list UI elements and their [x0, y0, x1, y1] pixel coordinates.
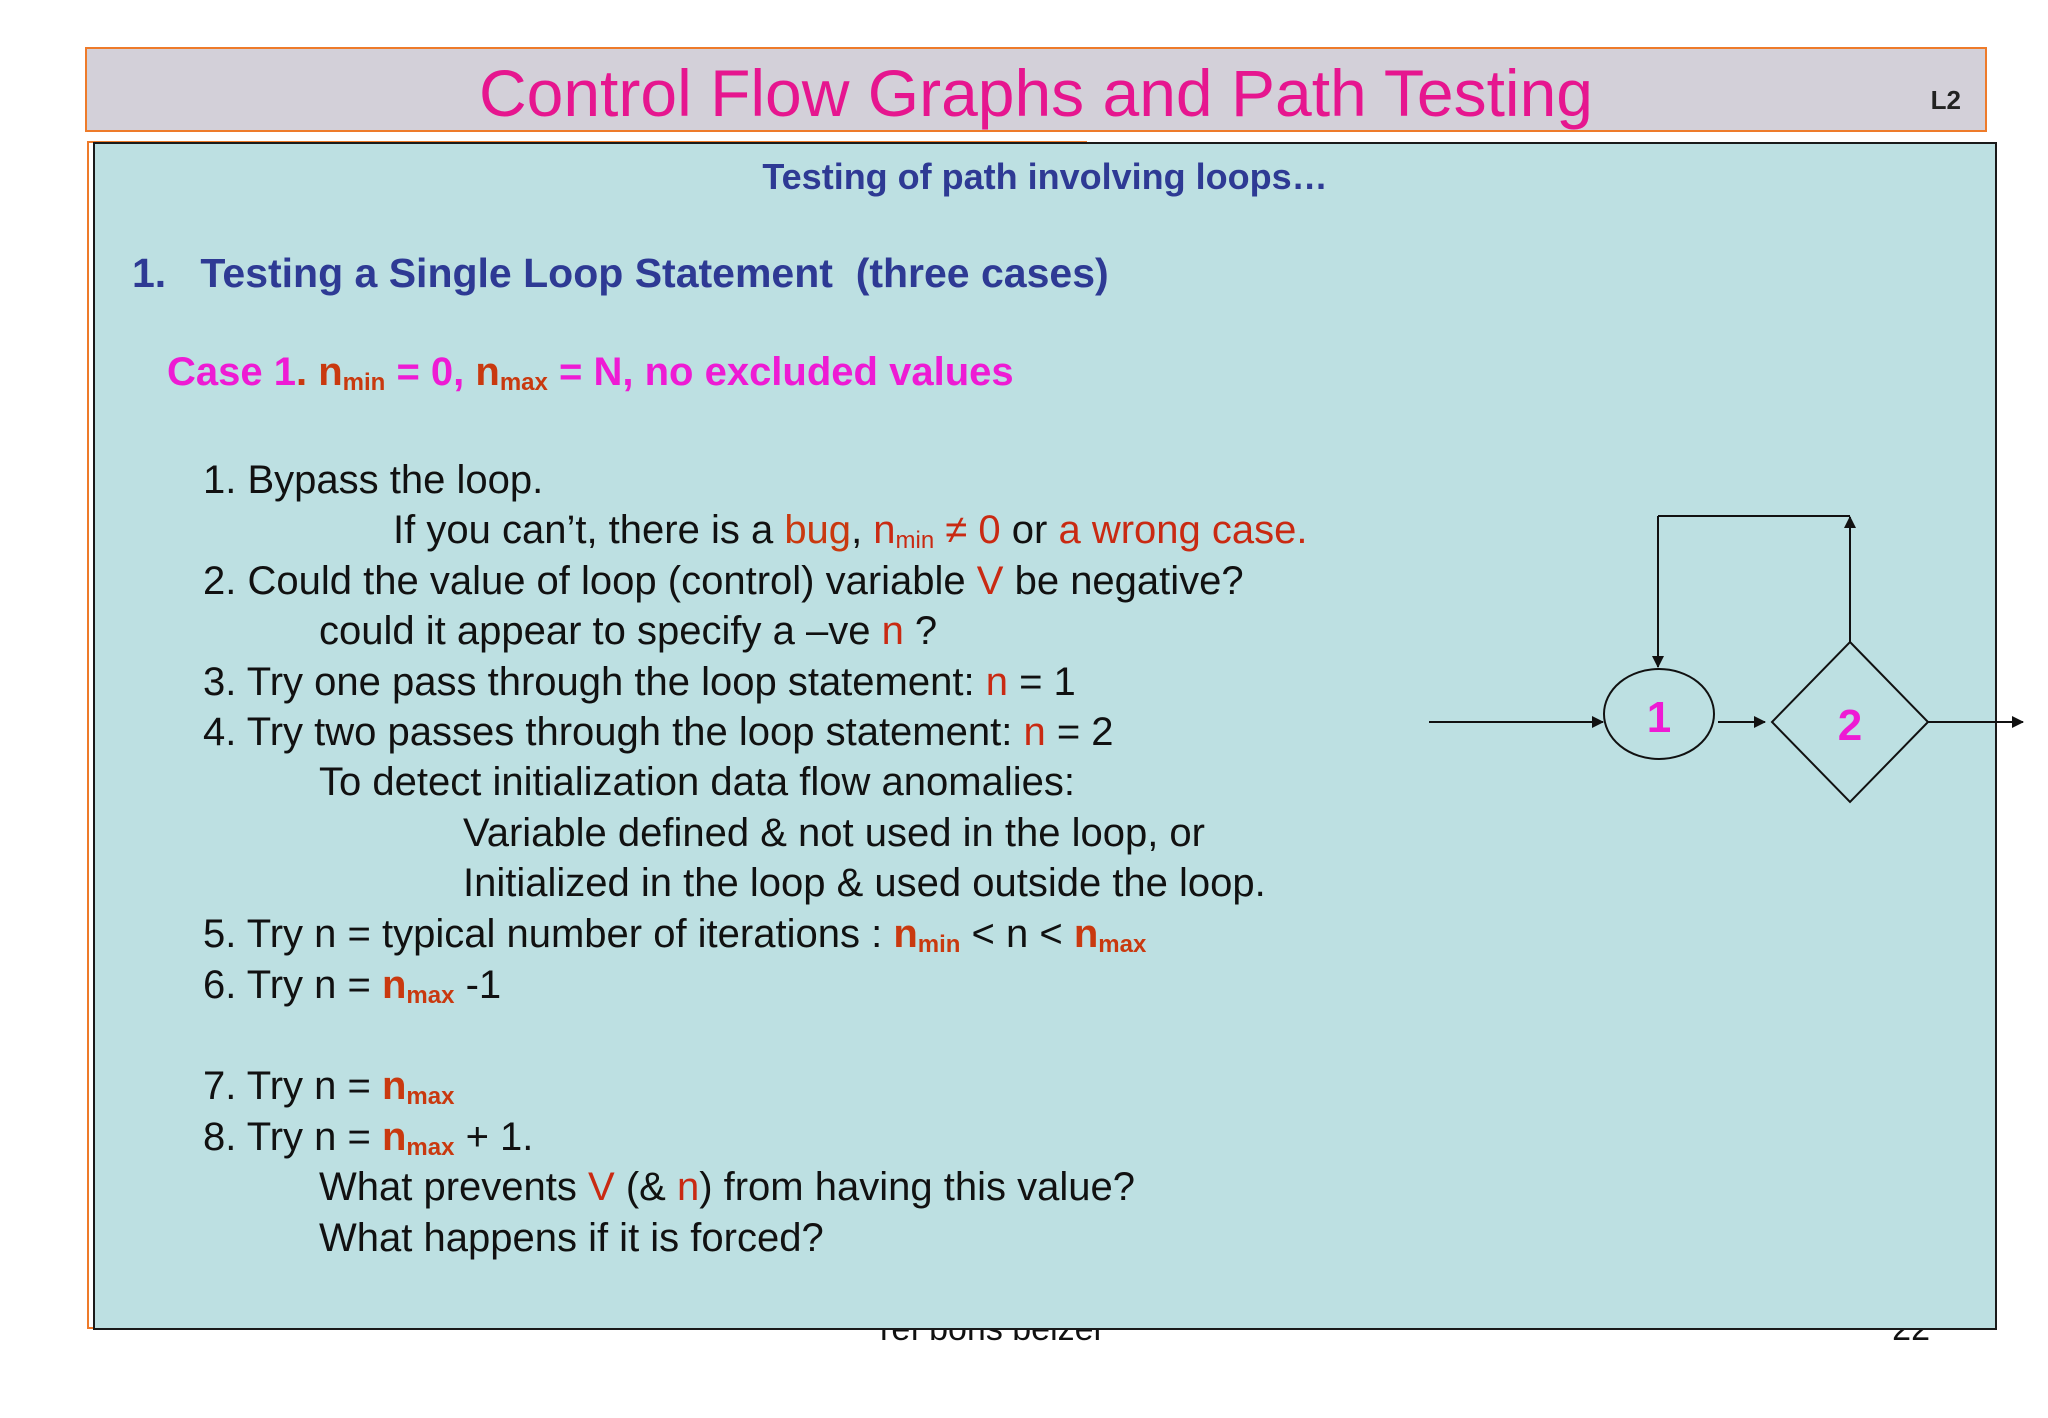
subscript-min: min — [917, 930, 961, 958]
n-symbol: n — [381, 1064, 407, 1108]
list-item-4: 4. Try two passes through the loop statement: n = 2 — [203, 710, 1114, 754]
list-item-3: 3. Try one pass through the loop statement: n = 1 — [203, 660, 1076, 704]
node-2-label: 2 — [1837, 701, 1863, 750]
not-equal-zero: ≠ 0 — [934, 508, 1001, 552]
list-item-2-detail: could it appear to specify a –ve n ? — [319, 609, 938, 653]
list-item-1-detail: If you can’t, there is a bug, $n_{min} \ne 0$ or a wrong case. — [393, 508, 1308, 554]
subscript-min: min — [895, 526, 935, 554]
bug-text: bug — [784, 508, 852, 552]
subtitle: Testing of path involving loops… — [762, 156, 1328, 197]
list-item-4-detail: To detect initialization data flow anomalies: — [319, 760, 1075, 804]
case-label: Case 1 — [167, 350, 296, 394]
subscript-max: max — [406, 1082, 455, 1110]
n-symbol: n — [873, 508, 896, 552]
slide-title: Control Flow Graphs and Path Testing — [478, 56, 1594, 130]
n-symbol: n — [676, 1165, 700, 1209]
slide-code: L2 — [1930, 85, 1961, 115]
case-1-line — [167, 350, 1014, 397]
n-symbol: n — [881, 609, 904, 653]
list-item-8-detail-2: What happens if it is forced? — [319, 1216, 824, 1260]
subscript-max: max — [499, 368, 548, 396]
case-rest: = N, no excluded values — [547, 350, 1014, 394]
list-item-2: 2. Could the value of loop (control) variable V be negative? — [203, 559, 1244, 603]
title-bar — [85, 47, 1987, 132]
heading-number: 1. — [132, 250, 167, 296]
subscript-max: max — [406, 981, 455, 1009]
n-symbol: n — [1073, 912, 1099, 956]
n-symbol: n — [985, 660, 1008, 704]
v-symbol: V — [976, 559, 1004, 603]
list-item-6: 6. Try $n = n_{max}$ -1 — [203, 963, 502, 1009]
list-item-4-subdetail-1: Variable defined & not used in the loop, or — [463, 811, 1205, 855]
wrong-case-text: a wrong case. — [1058, 508, 1308, 552]
content-panel — [93, 142, 1997, 1330]
v-symbol: V — [588, 1165, 615, 1209]
case-dot: . — [295, 350, 308, 394]
n-symbol: n — [381, 1115, 407, 1159]
subscript-max: max — [406, 1133, 455, 1161]
list-item-7: 7. Try $n = n_{max}$ — [203, 1064, 455, 1110]
list-item-8-detail-1: What prevents V (& n) from having this value? — [319, 1165, 1135, 1209]
n-symbol: n — [318, 350, 343, 394]
list-item-4-subdetail-2: Initialized in the loop & used outside the loop. — [463, 861, 1266, 905]
subscript-max: max — [1098, 930, 1147, 958]
heading-text: Testing a Single Loop Statement (three cases) — [200, 250, 1109, 296]
n-symbol: n — [381, 963, 407, 1007]
list-item-1: 1. Bypass the loop. — [203, 458, 544, 502]
n-symbol: n — [1023, 710, 1046, 754]
section-heading — [132, 250, 1109, 297]
node-1-label: 1 — [1646, 693, 1672, 742]
list-item-5: 5. Try n = typical number of iterations : $n_{min} < n < n_{max}$ — [203, 912, 1147, 958]
loop-flow-diagram — [1417, 360, 2048, 830]
list-item-8: 8. Try $n = n_{max} + 1$. — [203, 1115, 534, 1161]
subscript-min: min — [342, 368, 386, 396]
n-symbol: n — [893, 912, 918, 956]
case-eq-zero: = 0, — [385, 350, 476, 394]
n-symbol: n — [475, 350, 500, 394]
